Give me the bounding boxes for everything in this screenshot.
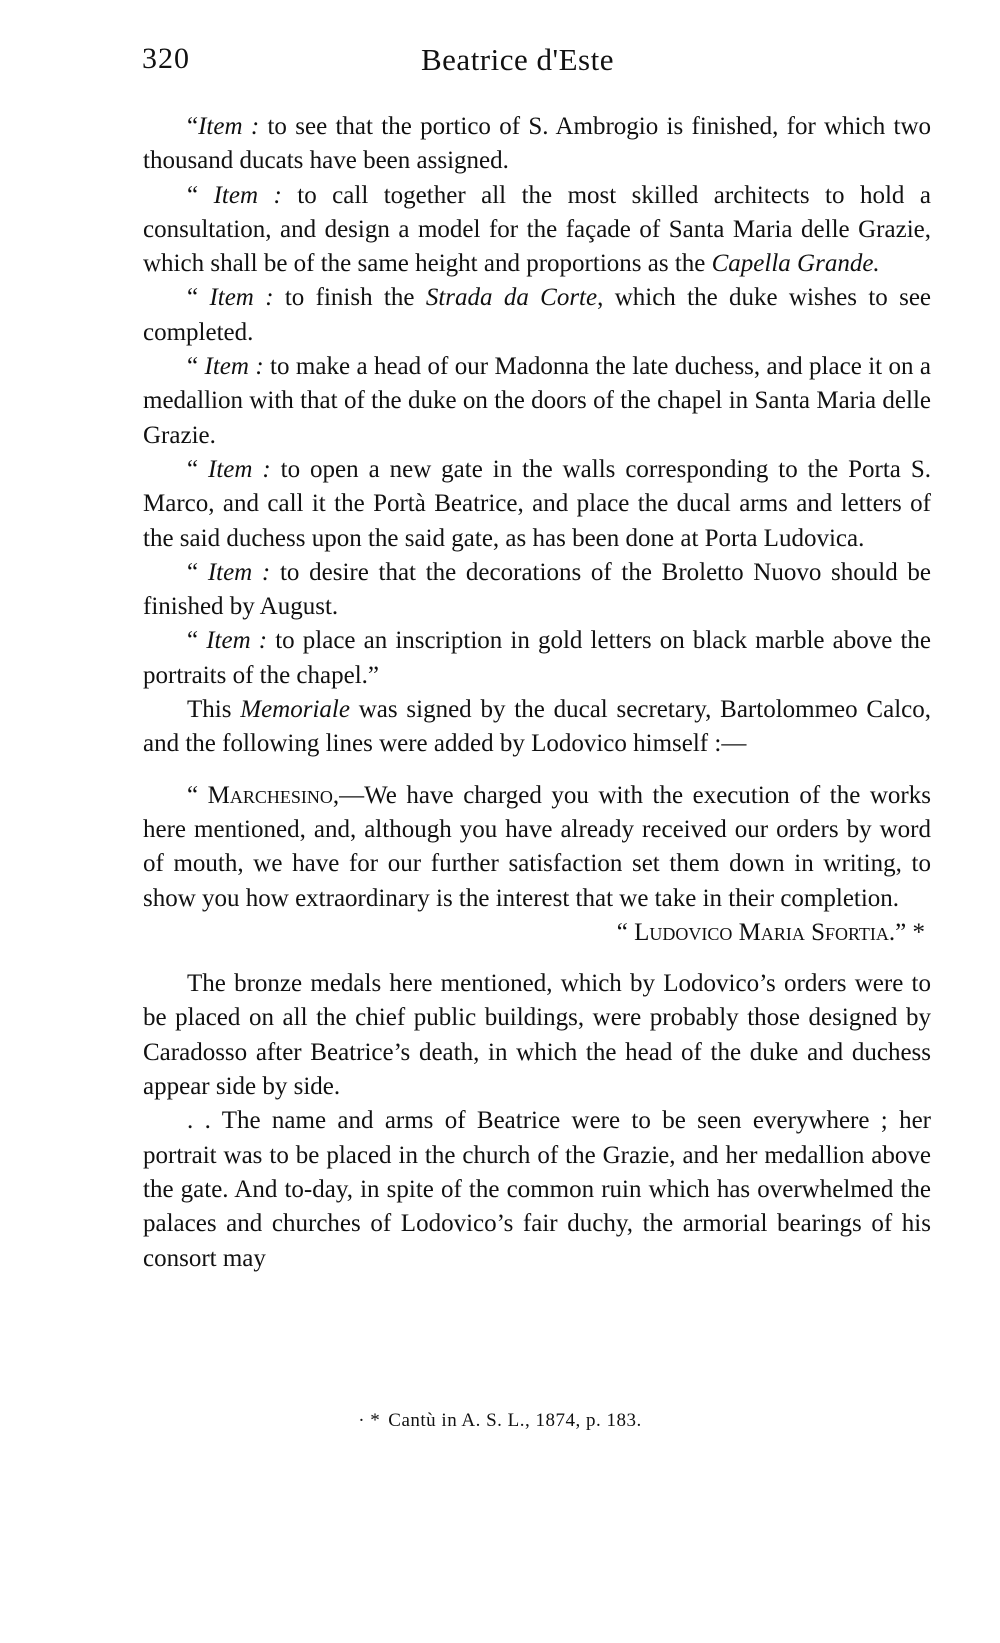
paragraph-item-6: “ Item : to desire that the decorations of the Broletto Nuovo should be finished by August. bbox=[143, 558, 932, 621]
body-text bbox=[143, 110, 931, 1276]
paragraph-item-1: “Item : to see that the portico of S. Ambrogio is finished, for which two thousand ducats have been assigned. bbox=[143, 113, 931, 175]
paragraph-item-5: “ Item : to open a new gate in the walls corresponding to the Porta S. Marco, and call it the Portà Beatrice, and place the ducal arms and letters of the said duchess upon the said gate, as has been done at Porta Ludovica. bbox=[143, 455, 931, 552]
footnote bbox=[0, 1410, 1000, 1432]
paragraph-item-2: “ Item : to call together all the most skilled architects to hold a consultation, and design a model for the façade of Santa Maria delle Grazie, which shall be of the same height and proportions as the Capella Grande. bbox=[143, 181, 931, 278]
running-title: Beatrice d'Este bbox=[421, 42, 614, 77]
paragraph-medals: The bronze medals here mentioned, which by Lodovico’s orders were to be placed on all the chief public buildings, were probably those designed by Caradosso after Beatrice’s death, in which the head of the duke and duchess appear side by side. bbox=[143, 970, 931, 1101]
paragraph-arms: . . The name and arms of Beatrice were to be seen everywhere ; her portrait was to be placed in the church of the Grazie, and her medallion above the gate. And to-day, in spite of the common ruin which has overwhelmed the palaces and churches of Lodovico’s fair duchy, the armorial bearings of his consort may bbox=[143, 1107, 931, 1272]
signature: “ Ludovico Maria Sfortia.” * bbox=[616, 918, 925, 946]
page-number: 320 bbox=[142, 42, 190, 75]
footnote-text: Cantù in A. S. L., 1874, p. 183. bbox=[388, 1410, 642, 1431]
footnote-marker: · * bbox=[358, 1410, 381, 1431]
paragraph-memoriale: This Memoriale was signed by the ducal secretary, Bartolommeo Calco, and the following lines were added by Lodovico himself :— bbox=[143, 696, 931, 758]
paragraph-letter: “ Marchesino,—We have charged you with the execution of the works here mentioned, and, although you have already received our orders by word of mouth, we have for our further satisfaction set them down in writing, to show you how extraordinary is the interest that we take in their completion. bbox=[143, 781, 931, 912]
page-header bbox=[142, 42, 932, 82]
paragraph-item-4: “ Item : to make a head of our Madonna the late duchess, and place it on a medallion with that of the duke on the doors of the chapel in Santa Maria delle Grazie. bbox=[143, 353, 931, 449]
paragraph-item-3: “ Item : to finish the Strada da Corte, which the duke wishes to see completed. bbox=[143, 284, 932, 346]
paragraph-item-7: “ Item : to place an inscription in gold letters on black marble above the portraits of the chapel.” bbox=[143, 627, 931, 689]
